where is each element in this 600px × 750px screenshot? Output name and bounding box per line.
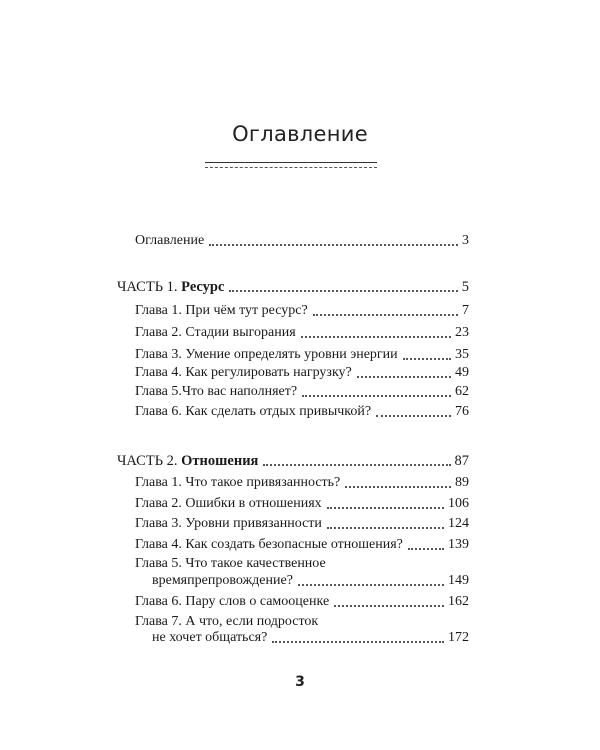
toc-page-number: 106 — [448, 496, 469, 511]
toc-entry-p2-ch5-line1[interactable]: Глава 5. Что такое качественное — [135, 556, 326, 571]
toc-entry-p2-ch5[interactable] — [152, 572, 469, 590]
toc-part-2[interactable] — [117, 452, 469, 470]
toc-label: Глава 6. Пару слов о самооценке — [135, 594, 330, 609]
dot-leader — [327, 527, 444, 529]
dot-leader — [229, 290, 457, 292]
dot-leader — [357, 376, 451, 378]
toc-entry-p1-ch4[interactable] — [135, 364, 469, 382]
dot-leader — [301, 336, 451, 338]
page-number: 3 — [295, 674, 305, 690]
toc-label: Глава 4. Как создать безопасные отношения? — [135, 537, 403, 552]
dot-leader — [403, 358, 451, 360]
toc-entry-p2-ch2[interactable] — [135, 495, 469, 513]
toc-label: Оглавление — [135, 233, 205, 248]
toc-page-number: 7 — [462, 303, 469, 318]
toc-label: Глава 1. При чём тут ресурс? — [135, 303, 308, 318]
dot-leader — [298, 584, 444, 586]
toc-label: Глава 2. Стадии выгорания — [135, 325, 296, 340]
toc-entry-p1-ch5[interactable] — [135, 383, 469, 401]
page-title: Оглавление — [232, 122, 368, 146]
toc-page-number: 149 — [448, 573, 469, 588]
toc-entry-p1-ch6[interactable] — [135, 403, 469, 421]
dot-leader — [272, 641, 444, 643]
toc-label: Глава 3. Уровни привязанности — [135, 516, 322, 531]
part-name: Отношения — [181, 453, 259, 469]
toc-page-number: 172 — [448, 630, 469, 645]
toc-entry-p2-ch3[interactable] — [135, 515, 469, 533]
toc-label: времяпрепровождение? — [152, 573, 293, 588]
toc-label: Глава 4. Как регулировать нагрузку? — [135, 365, 352, 380]
toc-entry-contents[interactable] — [135, 232, 469, 250]
toc-page-number: 49 — [455, 365, 469, 380]
toc-entry-p2-ch4[interactable] — [135, 536, 469, 554]
dot-leader — [209, 244, 458, 246]
toc-page-number: 87 — [454, 453, 469, 469]
toc-entry-p2-ch7-line1[interactable]: Глава 7. А что, если подросток — [135, 614, 319, 629]
toc-label: Глава 1. Что такое привязанность? — [135, 475, 341, 490]
dot-leader — [345, 486, 451, 488]
dot-leader — [313, 314, 458, 316]
toc-entry-p2-ch7[interactable] — [152, 629, 469, 647]
dot-leader — [302, 395, 451, 397]
toc-page-number: 5 — [461, 279, 469, 295]
toc-page-number: 35 — [455, 347, 469, 362]
toc-page-number: 76 — [455, 404, 469, 419]
toc-label: Глава 6. Как сделать отдых привычкой? — [135, 404, 372, 419]
title-rule-top — [205, 162, 377, 163]
toc-part-1[interactable] — [117, 278, 469, 296]
dot-leader — [327, 507, 444, 509]
part-prefix: ЧАСТЬ 1. — [117, 279, 178, 295]
toc-page-number: 162 — [448, 594, 469, 609]
toc-page-number: 89 — [455, 475, 469, 490]
toc-entry-p2-ch6[interactable] — [135, 593, 469, 611]
toc-entry-p1-ch3[interactable] — [135, 346, 469, 364]
toc-page-number: 124 — [448, 516, 469, 531]
dot-leader — [334, 605, 444, 607]
title-rule-bottom — [205, 167, 377, 168]
toc-part-heading — [117, 452, 258, 470]
dot-leader — [376, 415, 451, 417]
part-prefix: ЧАСТЬ 2. — [117, 453, 178, 469]
toc-part-heading — [117, 278, 224, 296]
toc-entry-p1-ch2[interactable] — [135, 324, 469, 342]
toc-label: Глава 2. Ошибки в отношениях — [135, 496, 322, 511]
toc-page-number: 23 — [455, 325, 469, 340]
toc-page-number: 139 — [448, 537, 469, 552]
toc-label: Глава 3. Умение определять уровни энергии — [135, 347, 398, 362]
toc-entry-p1-ch1[interactable] — [135, 302, 469, 320]
toc-entry-p2-ch1[interactable] — [135, 474, 469, 492]
toc-page-number: 62 — [455, 384, 469, 399]
toc-page-number: 3 — [462, 233, 469, 248]
toc-label: Глава 5.Что вас наполняет? — [135, 384, 298, 399]
toc-label: не хочет общаться? — [152, 630, 268, 645]
dot-leader — [263, 464, 450, 466]
dot-leader — [408, 548, 444, 550]
part-name: Ресурс — [181, 279, 225, 295]
